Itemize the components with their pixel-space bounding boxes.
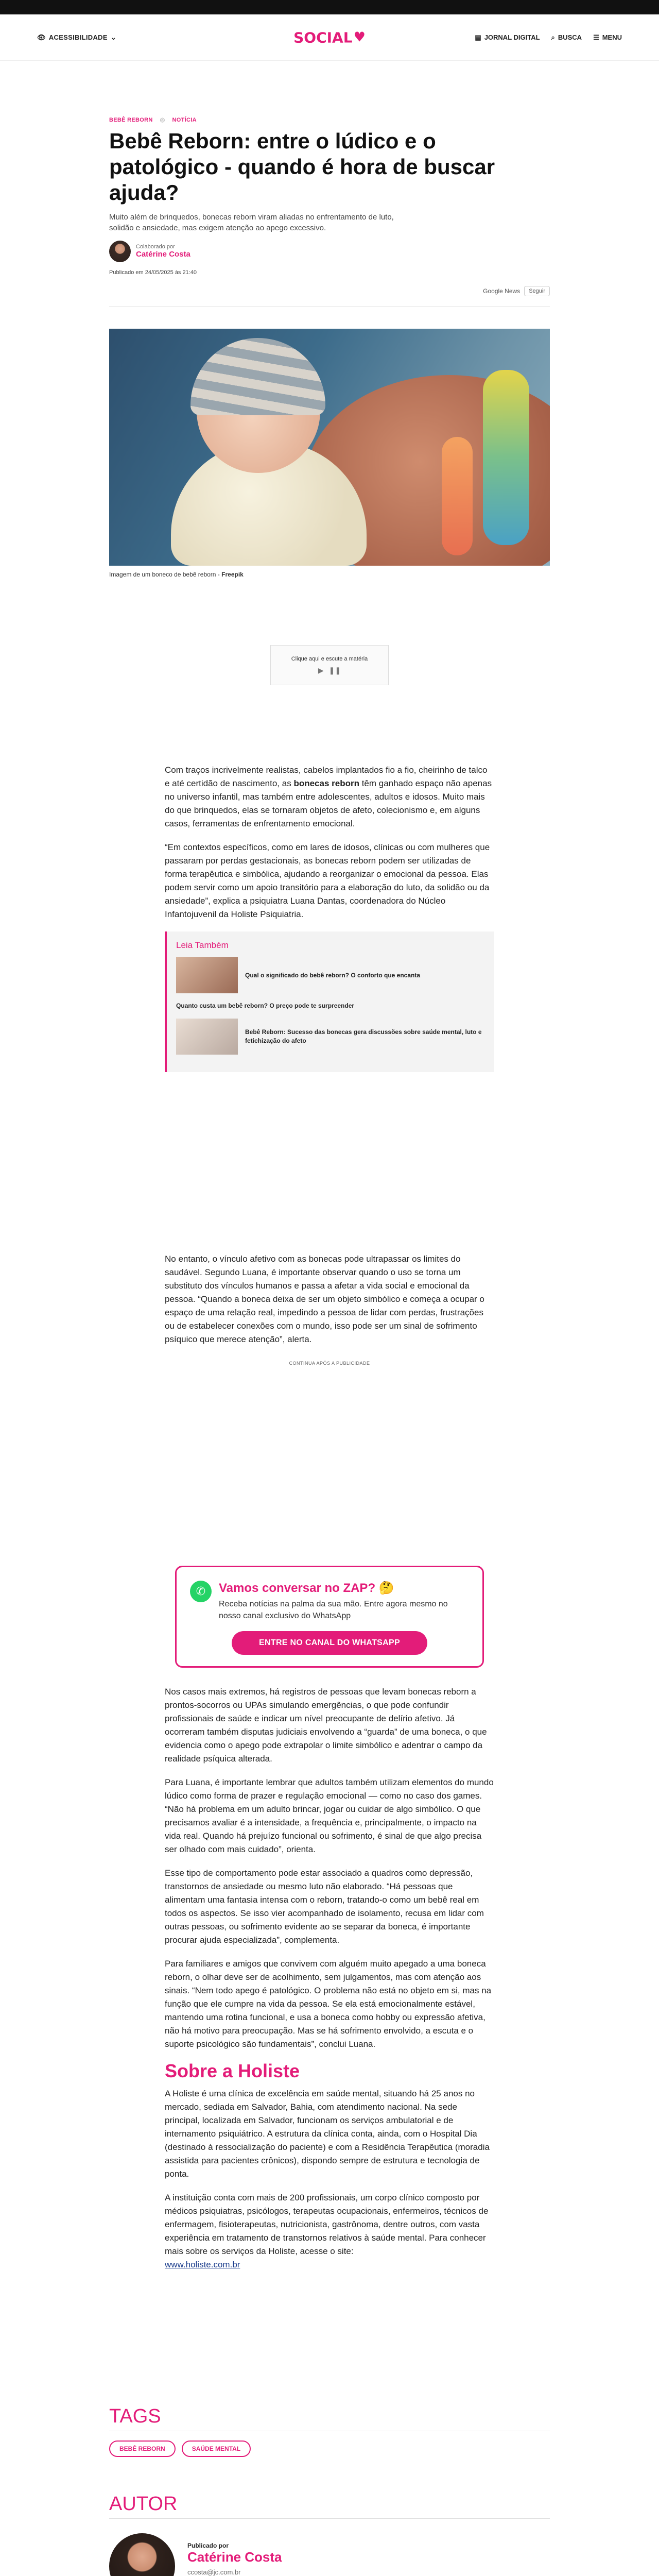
whatsapp-icon: ✆ [190,1581,212,1602]
search-button[interactable] [551,33,582,42]
article-subtitle: Muito além de brinquedos, bonecas reborn viram aliadas no enfrentamento de luto, solidão e ansiedade, mas exigem atenção ao apego excessivo. [109,213,394,232]
author-email[interactable]: ccosta@jc.com.br [187,2568,241,2576]
author-section [109,2493,550,2576]
google-news-label: Google News [483,287,521,295]
ad-space [165,1082,494,1252]
heart-logo-icon: ♥ [353,29,366,45]
search-label: BUSCA [558,33,582,41]
category-bebe-reborn[interactable]: BEBÊ REBORN [109,116,153,123]
newspaper-icon: ▤ [475,33,481,41]
author-name-link[interactable]: Catérine Costa [136,250,190,259]
paragraph: No entanto, o vínculo afetivo com as bonecas pode ultrapassar os limites do saudável. Segundo Luana, é importante observar quando o uso se torna um substituto dos vínculos humanos e passa a afetar a vida social e emocional da pessoa. “Quando a boneca deixa de ser um objeto simbólico e começa a ocupar o espaço de uma relação real, impedindo a pessoa de lidar com perdas, frustrações ou de estabelecer conexões com o mundo, isso pode ser um sinal de sofrimento psíquico que merece atenção”, alerta. [165,1254,484,1344]
article-body [165,764,494,1566]
hamburger-icon: ☰ [593,33,599,41]
paragraph: “Em contextos específicos, como em lares de idosos, clínicas ou com mulheres que passaram por perdas gestacionais, as bonecas reborn podem ser utilizadas de forma terapêutica e simbólica, ajudando a reorganizar o emocional da pessoa. Elas podem servir como um apoio transitório para a elaboração do luto, da solidão ou da ansiedade”, explica a psiquiatra Luana Dantas, coordenadora do Núcleo Infantojuvenil da Holiste Psiquiatria. [165,842,490,919]
header-actions [475,33,622,42]
related-item[interactable]: Quanto custa um bebê reborn? O preço pode te surpreender [176,1002,355,1009]
paragraph: Nos casos mais extremos, há registros de pessoas que levam bonecas reborn a prontos-socorros ou UPAs simulando emergências, o que pode confundir profissionais de saúde e indicar um nível preocupante de delírio afetivo. Já ocorreram também disputas judiciais envolvendo a “guarda” de uma boneca, o que evidencia como o apego pode extrapolar o limite simbólico e adentrar o campo da realidade psíquica alterada. [165,1687,487,1764]
separator-icon: ◎ [160,117,165,123]
journal-link[interactable] [475,33,540,42]
audio-player-zone [109,578,550,764]
paragraph: Para familiares e amigos que convivem com alguém muito apegado a uma boneca reborn, o olhar deve ser de acolhimento, sem julgamentos, mas com atenção aos sinais. “Nem todo apego é patológico. O problema não está no objeto em si, mas na função que ele cumpre na vida da pessoa. Se ela está emocionalmente estável, mantendo uma rotina funcional, e usa a boneca como hobby ou expressão afetiva, não há motivo para preocupação. Mas se há sofrimento envolvido, a escuta e o suporte psicológico são fundamentais”, conclui Luana. [165,1959,492,2049]
related-thumbnail [176,957,238,993]
paragraph: Com traços incrivelmente realistas, cabelos implantados fio a fio, cheirinho de talco e até certidão de nascimento, as bonecas reborn têm ganhado espaço não apenas no universo infantil, mas também entre adolescentes, adultos e idosos. Muito mais do que brinquedos, elas se tornaram objetos de afeto, colecionismo e, em alguns casos, ferramentas de enfrentamento emocional. [165,765,492,828]
author-published-label: Publicado por [187,2542,229,2549]
eye-icon: 👁 [37,33,46,41]
author-name-link[interactable]: Catérine Costa [187,2549,282,2565]
image-caption [109,571,550,578]
about-heading: Sobre a Holiste [165,2060,300,2081]
tag-bebe-reborn[interactable]: BEBÊ REBORN [109,2441,176,2457]
whatsapp-text: Receba notícias na palma da sua mão. Entre agora mesmo no nosso canal exclusivo do WhatsApp [219,1600,448,1620]
caption-credit: Freepik [221,571,244,578]
whatsapp-channel-button[interactable]: ENTRE NO CANAL DO WHATSAPP [232,1631,427,1655]
site-logo[interactable] [293,29,366,46]
tags-heading: TAGS [109,2405,550,2431]
category-noticia[interactable]: NOTÍCIA [172,116,197,123]
logo-text: SOCIAL [293,29,353,46]
chevron-down-icon: ⌄ [110,33,117,41]
journal-label: JORNAL DIGITAL [484,33,540,41]
published-date: Publicado em 24/05/2025 às 21:40 [109,269,197,276]
author-label: Colaborado por [136,244,175,250]
accessibility-label: ACESSIBILIDADE [48,33,108,41]
breadcrumb [109,116,550,123]
holiste-link[interactable]: www.holiste.com.br [165,2260,240,2269]
accessibility-menu[interactable] [37,33,116,42]
audio-player[interactable] [270,645,389,685]
caption-text: Imagem de um boneco de bebê reborn - [109,571,222,578]
whatsapp-promo [175,1566,484,1668]
top-bar [0,0,659,14]
paragraph: A Holiste é uma clínica de excelência em saúde mental, situando há 25 anos no mercado, sediada em Salvador, Bahia, com atendimento nacional. Na sede principal, localizada em Salvador, funcionam os serviços ambulatorial e de internamento psiquiátrico. A estrutura da clínica conta, ainda, com o Hospital Dia (destinado à ressocialização do paciente) e com a Residência Terapêutica (moradia assistida para pacientes crônicos), dispondo sempre de estrutura e tecnologia de ponta. [165,2089,490,2179]
audio-prompt: Clique aqui e escute a matéria [291,655,368,662]
related-title: Leia Também [176,940,229,950]
avatar[interactable] [109,2533,175,2576]
tag-saude-mental[interactable]: SAÚDE MENTAL [182,2441,251,2457]
hero-image [109,329,550,566]
menu-button[interactable] [593,33,622,42]
paragraph: A instituição conta com mais de 200 profissionais, um corpo clínico composto por médicos psiquiatras, psicólogos, terapeutas ocupacionais, enfermeiros, técnicos de enfermagem, fisioterapeutas, nutricionista, gastrônoma, dentre outros, com vasta experiência em tratamento de transtornos relativos à saúde mental. Para conhecer mais sobre os serviços da Holiste, acesse o site: www.holiste.com.br [165,2193,489,2269]
author-box [109,241,550,262]
whatsapp-title: Vamos conversar no ZAP? 🤔 [219,1581,394,1595]
site-header [0,14,659,61]
pause-icon[interactable]: ❚❚ [328,666,341,674]
related-item[interactable]: Bebê Reborn: Sucesso das bonecas gera discussões sobre saúde mental, luto e fetichização do afeto [176,1019,485,1055]
google-news-follow-button[interactable]: Seguir [524,286,550,296]
search-icon: ⌕ [551,33,555,41]
page-title: Bebê Reborn: entre o lúdico e o patológico - quando é hora de buscar ajuda? [109,129,495,205]
avatar[interactable] [109,241,131,262]
article-container [109,61,550,2576]
paragraph: Para Luana, é importante lembrar que adultos também utilizam elementos do mundo lúdico como forma de prazer e regulação emocional — como no caso dos games. “Não há problema em um adulto brincar, jogar ou cuidar de algo simbólico. O que precisamos avaliar é a intensidade, a frequência e, principalmente, o impacto na vida real. Quando há prejuízo funcional ou sofrimento, é sinal de que algo precisa ser olhado com mais cuidado”, orienta. [165,1777,494,1854]
article-body-continued [165,1685,494,2272]
tags-section [109,2405,550,2457]
play-icon[interactable]: ▶ [318,666,324,674]
google-news-follow [109,286,550,296]
related-item[interactable]: Qual o significado do bebê reborn? O conforto que encanta [176,957,485,993]
ad-space [165,1370,494,1566]
paragraph: Esse tipo de comportamento pode estar associado a quadros como depressão, transtornos de ansiedade ou mesmo luto não elaborado. “Há pessoas que alimentam uma fantasia intensa com o reborn, tratando-o como um bebê real em todos os aspectos. Se isso vier acompanhado de isolamento, recusa em lidar com outras pessoas, ou sofrimento evidente ao se separar da boneca, é importante procurar ajuda especializada”, complementa. [165,1868,484,1945]
author-heading: AUTOR [109,2493,550,2519]
menu-label: MENU [602,33,622,41]
ad-notice: CONTINUA APÓS A PUBLICIDADE [289,1361,370,1366]
related-articles-box [165,931,494,1072]
related-thumbnail [176,1019,238,1055]
